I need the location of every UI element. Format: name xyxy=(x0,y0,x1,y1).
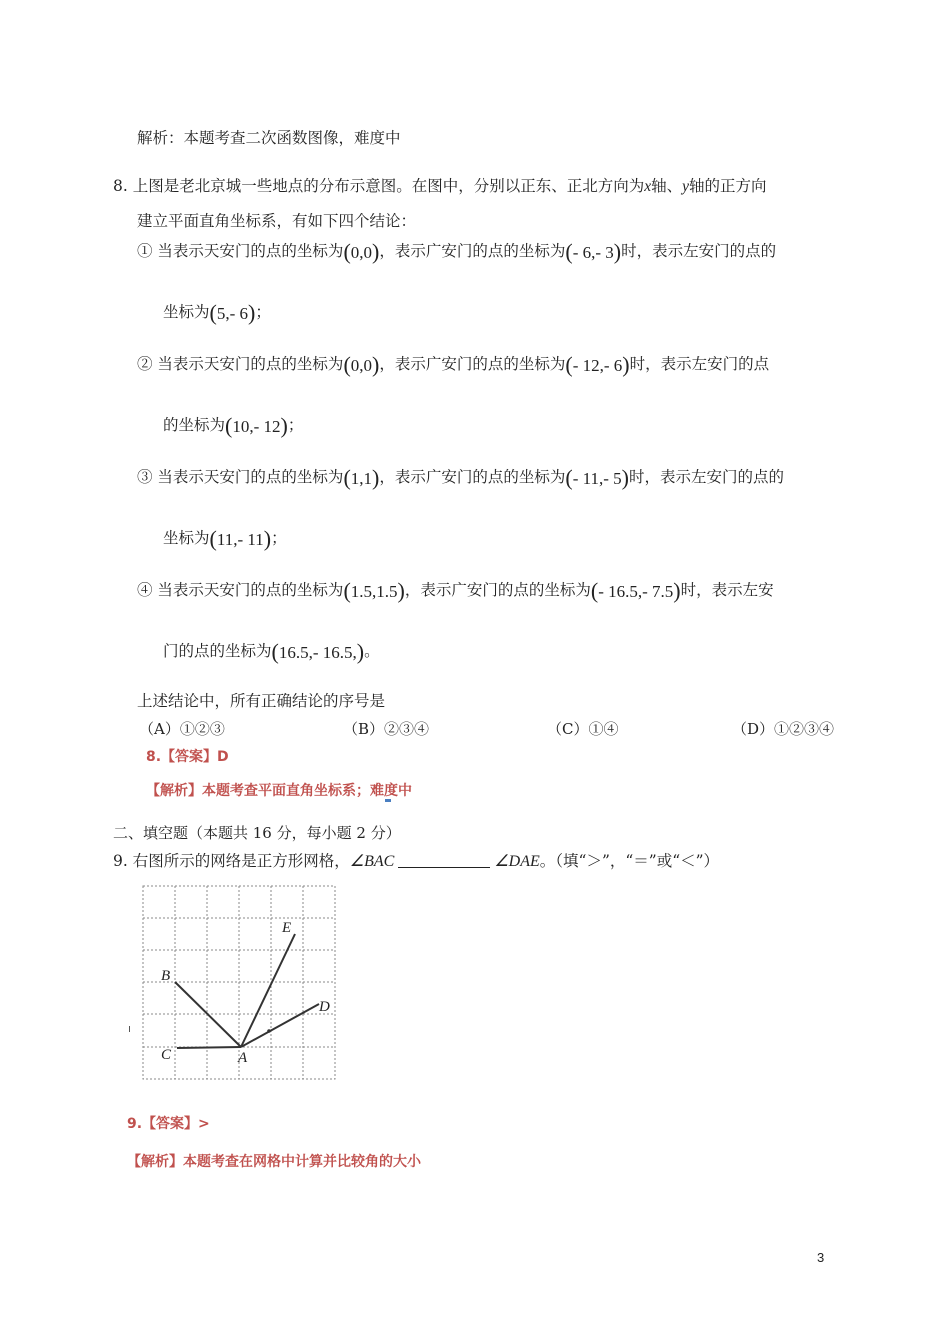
paren: ( xyxy=(343,239,351,264)
option-c: （C）①④ xyxy=(547,720,619,738)
label-a: A xyxy=(238,1050,248,1066)
q9-stem-a: 右图所示的网络是正方形网格， xyxy=(132,852,350,870)
c4-pre: ④ 当表示天安门的点的坐标为 xyxy=(137,581,344,599)
prev-analysis: 解析：本题考查二次函数图像，难度中 xyxy=(137,129,401,147)
q9-number: 9. xyxy=(113,852,128,870)
c3-post: 时，表示左安门的点的 xyxy=(628,468,784,486)
c3-mid: ，表示广安门的点的坐标为 xyxy=(379,468,566,486)
q8-stem-line2: 建立平面直角坐标系，有如下四个结论： xyxy=(137,212,417,230)
paren: ( xyxy=(209,526,217,551)
paren: ( xyxy=(343,352,351,377)
c3-coord-zuoanmen: 11,- 11 xyxy=(216,530,264,549)
c1-pre: ① 当表示天安门的点的坐标为 xyxy=(137,242,344,260)
x-axis-symbol: x xyxy=(644,178,652,195)
paren: ) xyxy=(621,465,629,490)
c3-coord-guanganmen: - 11,- 5 xyxy=(572,469,622,488)
paren: ( xyxy=(271,639,279,664)
paren: ) xyxy=(263,526,272,551)
c4-coord-tiananmen: 1.5,1.5 xyxy=(350,582,398,601)
label-d: D xyxy=(319,999,330,1015)
vertex-dot-d xyxy=(267,1029,271,1033)
c3-coord-tiananmen: 1,1 xyxy=(350,469,373,488)
q8-ask: 上述结论中，所有正确结论的序号是 xyxy=(137,692,386,710)
q8-stem-1a: 上图是老北京城一些地点的分布示意图。在图中，分别以正东、正北方向为 xyxy=(132,177,645,195)
q9-analysis: 【解析】本题考查在网格中计算并比较角的大小 xyxy=(127,1154,421,1170)
c1-end: ； xyxy=(255,303,271,321)
paren: ) xyxy=(622,352,630,377)
q9-stem-b: 。（填“＞”，“＝”或“＜”） xyxy=(539,852,720,870)
stray-mark xyxy=(129,1026,130,1032)
segment-ad xyxy=(241,1004,319,1047)
c4-coord-guanganmen: - 16.5,- 7.5 xyxy=(598,582,674,601)
label-b: B xyxy=(161,968,171,984)
paren: ) xyxy=(280,413,288,438)
c4-post: 时，表示左安 xyxy=(680,581,774,599)
paren: ) xyxy=(613,239,622,264)
section-2-heading: 二、填空题（本题共 16 分，每小题 2 分） xyxy=(113,824,401,842)
c3-pre: ③ 当表示天安门的点的坐标为 xyxy=(137,468,344,486)
paren: ( xyxy=(565,352,573,377)
q8-answer: 8.【答案】D xyxy=(146,749,229,765)
label-c: C xyxy=(161,1047,172,1063)
page-number: 3 xyxy=(817,1250,825,1265)
c1-coord-tiananmen: 0,0 xyxy=(350,243,373,262)
angle-dae: ∠DAE xyxy=(494,853,540,870)
c4-coord-zuoanmen: 16.5,- 16.5, xyxy=(278,643,357,662)
c1-coord-zuoanmen: 5,- 6 xyxy=(216,304,249,323)
paren: ) xyxy=(372,352,380,377)
q8-stem-1b: 轴、 xyxy=(651,177,683,195)
c2-line2: 的坐标为 xyxy=(163,416,226,434)
paren: ( xyxy=(343,465,351,490)
option-a: （A）①②③ xyxy=(139,720,225,738)
angle-bac: ∠BAC xyxy=(349,853,395,870)
paren: ) xyxy=(248,300,256,325)
c4-end: 。 xyxy=(364,642,380,660)
paren: ( xyxy=(209,300,217,325)
q9-answer: 9.【答案】> xyxy=(127,1116,210,1132)
paren: ) xyxy=(372,239,380,264)
c2-coord-zuoanmen: 10,- 12 xyxy=(232,417,281,436)
paren: ) xyxy=(356,639,365,664)
c2-coord-guanganmen: - 12,- 6 xyxy=(572,356,623,375)
c3-line2: 坐标为 xyxy=(163,529,210,547)
option-b: （B）②③④ xyxy=(343,720,430,738)
q8-number: 8. xyxy=(113,177,128,195)
q8-stem-1c: 轴的正方向 xyxy=(689,177,767,195)
c4-line2: 门的点的坐标为 xyxy=(163,642,272,660)
option-d: （D）①②③④ xyxy=(732,720,835,738)
c2-end: ； xyxy=(287,416,304,434)
c2-pre: ② 当表示天安门的点的坐标为 xyxy=(137,355,344,373)
paren: ) xyxy=(397,578,405,603)
y-axis-symbol: y xyxy=(682,178,690,195)
q8-analysis: 【解析】本题考查平面直角坐标系；难度中 xyxy=(146,783,412,799)
paren: ( xyxy=(225,413,233,438)
c3-end: ； xyxy=(271,529,287,547)
c1-post: 时，表示左安门的点的 xyxy=(621,242,777,260)
paren: ( xyxy=(565,465,573,490)
c1-line2: 坐标为 xyxy=(163,303,210,321)
paren: ) xyxy=(673,578,681,603)
c2-mid: ，表示广安门的点的坐标为 xyxy=(379,355,566,373)
c2-coord-tiananmen: 0,0 xyxy=(350,356,373,375)
c1-coord-guanganmen: - 6,- 3 xyxy=(572,243,614,262)
paren: ( xyxy=(565,239,573,264)
c2-post: 时，表示左安门的点 xyxy=(629,355,770,373)
paren: ( xyxy=(590,578,599,603)
label-e: E xyxy=(282,920,292,936)
c4-mid: ，表示广安门的点的坐标为 xyxy=(404,581,591,599)
paren: ( xyxy=(343,578,351,603)
paren: ) xyxy=(372,465,380,490)
segment-ac xyxy=(177,1047,241,1048)
c1-mid: ，表示广安门的点的坐标为 xyxy=(379,242,566,260)
